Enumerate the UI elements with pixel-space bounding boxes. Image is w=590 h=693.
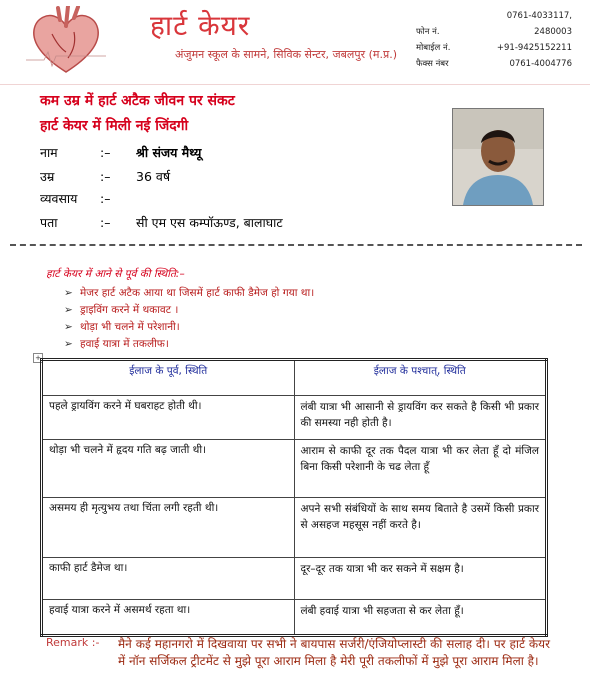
patient-photo <box>452 108 544 206</box>
cell-before: काफी हार्ट डैमेज था। <box>42 558 295 600</box>
arrow-bullet-icon: ➢ <box>64 304 73 316</box>
heart-anatomy-icon <box>26 6 106 78</box>
arrow-bullet-icon: ➢ <box>64 338 73 350</box>
before-item: ➢ ड्राइविंग करने में थकावट । <box>64 304 179 316</box>
contact-mobile: मोबाईल नं. +91-9425152211 <box>416 43 572 53</box>
cell-after: लंबी हवाई यात्रा भी सहजता से कर लेता हूँ। <box>294 600 547 636</box>
header-before: ईलाज के पूर्व, स्थिति <box>42 360 295 396</box>
remark-text: मैने कई महानगरो में दिखवाया पर सभी ने बायपास सर्जरी/एंजियोप्लास्टी की सलाह दी। पर हार्ट केयर में नॉन सर्जिकल ट्रीटमेंट से मुझे पूरा आराम मिला है मेरी पूरी तकलीफों में मुझे पूरा आराम मिला है। <box>118 637 550 668</box>
table-header-row <box>42 360 547 396</box>
headline-line-1: कम उम्र में हार्ट अटैक जीवन पर संकट <box>40 93 235 109</box>
patient-age-row: उम्र :– 36 वर्ष <box>40 169 171 184</box>
table-row <box>42 396 547 440</box>
remark-label: Remark :- <box>46 636 100 649</box>
before-item: ➢ मेजर हार्ट अटैक आया था जिसमें हार्ट काफी डैमेज हो गया था। <box>64 287 315 299</box>
cell-after: अपने सभी संबंधियों के साथ समय बिताते है उसमें किसी प्रकार से असहज महसूस नहीं करते है। <box>294 498 547 558</box>
contact-block <box>416 8 572 72</box>
table-row <box>42 498 547 558</box>
patient-age: 36 वर्ष <box>136 169 171 184</box>
cell-before: असमय ही मृत्युभय तथा चिंता लगी रहती थी। <box>42 498 295 558</box>
section-divider <box>10 244 582 246</box>
contact-phone: फोन नं.0761-4033117, 2480003 <box>416 11 572 37</box>
before-title: हार्ट केयर में आने से पूर्व की स्थिति:– <box>46 268 185 280</box>
patient-name-row: नाम :– श्री संजय मैथ्यू <box>40 145 202 160</box>
header-after: ईलाज के पश्चात्, स्थिति <box>294 360 547 396</box>
patient-address: सी एम एस कम्पॉऊण्ड, बालाघाट <box>136 215 283 230</box>
table-row <box>42 440 547 498</box>
cell-before: थोड़ा भी चलने में हृदय गति बढ़ जाती थी। <box>42 440 295 498</box>
table-move-handle-icon[interactable]: + <box>33 353 43 363</box>
cell-after: दूर–दूर तक यात्रा भी कर सकने में सक्षम है। <box>294 558 547 600</box>
cell-after: आराम से काफी दूर तक पैदल यात्रा भी कर लेता हूँ दो मंजिल बिना किसी परेशानी के चढ लेता हूँ <box>294 440 547 498</box>
table-row <box>42 600 547 636</box>
headline-line-2: हार्ट केयर में मिली नई जिंदगी <box>40 118 189 134</box>
table-row <box>42 558 547 600</box>
before-item: ➢ थोड़ा भी चलने में परेशानी। <box>64 321 180 333</box>
cell-before: पहले ड्रायविंग करने में घबराहट होती थी। <box>42 396 295 440</box>
patient-occupation-row: व्यवसाय :– <box>40 191 111 206</box>
patient-address-row: पता :– सी एम एस कम्पॉऊण्ड, बालाघाट <box>40 215 283 230</box>
clinic-title: हार्ट केयर <box>150 9 251 42</box>
comparison-table <box>40 358 548 637</box>
arrow-bullet-icon: ➢ <box>64 287 73 299</box>
clinic-address: अंजुमन स्कूल के सामने, सिविक सेन्टर, जबलपुर (म.प्र.) <box>175 48 398 61</box>
header-divider <box>0 84 590 85</box>
cell-before: हवाई यात्रा करने में असमर्थ रहता था। <box>42 600 295 636</box>
patient-name: श्री संजय मैथ्यू <box>136 145 202 160</box>
contact-fax: फैक्स नंबर 0761-4004776 <box>416 59 572 69</box>
cell-after: लंबी यात्रा भी आसानी से ड्रायविंग कर सकते है किसी भी प्रकार की समस्या नही होती है। <box>294 396 547 440</box>
arrow-bullet-icon: ➢ <box>64 321 73 333</box>
before-item: ➢ हवाई यात्रा में तकलीफ। <box>64 338 169 350</box>
